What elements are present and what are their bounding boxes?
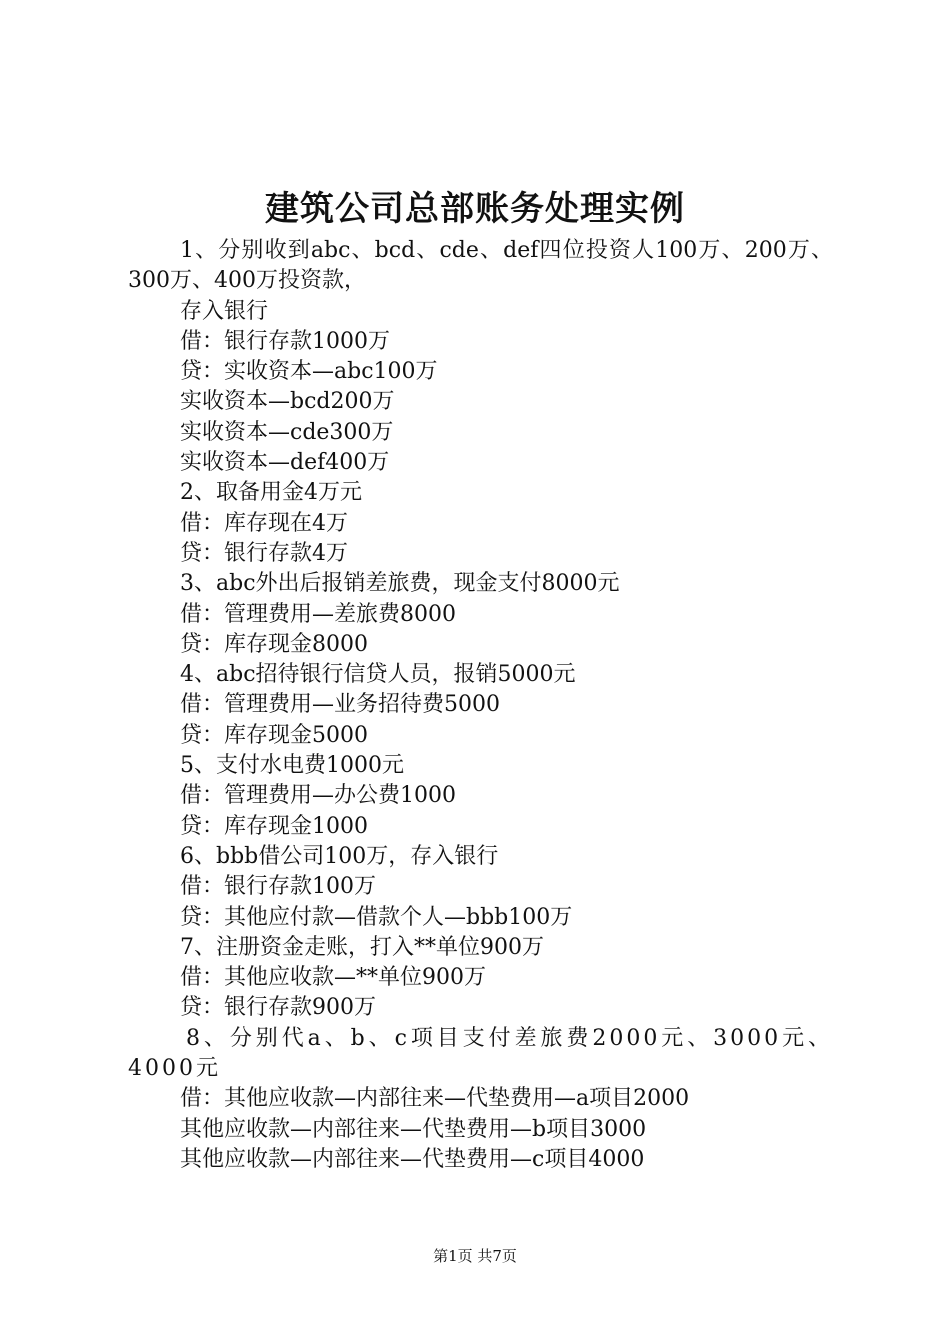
paragraph-line: 贷：库存现金1000 <box>180 813 368 839</box>
paragraph-line: 贷：库存现金8000 <box>180 631 368 657</box>
paragraph-line: 2、取备用金4万元 <box>180 480 362 506</box>
paragraph-line: 借：银行存款100万 <box>180 874 376 900</box>
paragraph-line: 贷：银行存款900万 <box>180 995 376 1021</box>
document-body <box>128 236 833 1175</box>
page-footer: 第1页 共7页 <box>433 1247 517 1265</box>
paragraph-line: 8、分别代a、b、c项目支付差旅费2000元、3000元、4000元 <box>128 1025 833 1082</box>
paragraph-line: 借：管理费用—业务招待费5000 <box>180 692 500 718</box>
paragraph-line: 实收资本—def400万 <box>180 450 390 476</box>
paragraph-line: 实收资本—bcd200万 <box>180 389 395 415</box>
paragraph-line: 其他应收款—内部往来—代垫费用—c项目4000 <box>180 1146 645 1172</box>
paragraph-line: 贷：库存现金5000 <box>180 722 368 748</box>
paragraph-line: 借：管理费用—办公费1000 <box>180 783 456 809</box>
paragraph-line: 借：其他应收款—内部往来—代垫费用—a项目2000 <box>180 1086 690 1112</box>
paragraph-line: 贷：实收资本—abc100万 <box>180 359 438 385</box>
paragraph-line: 1、分别收到abc、bcd、cde、def四位投资人100万、200万、300万、400万投资款， <box>128 238 833 294</box>
page-title: 建筑公司总部账务处理实例 <box>265 189 685 229</box>
paragraph-line: 借：其他应收款—**单位900万 <box>180 965 486 991</box>
paragraph-line: 借：库存现在4万 <box>180 510 348 536</box>
paragraph-line: 贷：银行存款4万 <box>180 540 348 566</box>
paragraph-line: 4、abc招待银行信贷人员，报销5000元 <box>180 662 576 688</box>
paragraph-line: 实收资本—cde300万 <box>180 419 394 445</box>
paragraph-line: 其他应收款—内部往来—代垫费用—b项目3000 <box>180 1116 647 1142</box>
paragraph-line: 贷：其他应付款—借款个人—bbb100万 <box>180 904 573 930</box>
paragraph-line: 借：管理费用—差旅费8000 <box>180 601 456 627</box>
paragraph-line: 7、注册资金走账，打入**单位900万 <box>180 934 544 960</box>
paragraph-line: 借：银行存款1000万 <box>180 328 390 354</box>
paragraph-line: 6、bbb借公司100万，存入银行 <box>180 843 499 869</box>
paragraph-line: 3、abc外出后报销差旅费，现金支付8000元 <box>180 571 620 597</box>
paragraph-line: 5、支付水电费1000元 <box>180 753 404 779</box>
paragraph-line: 存入银行 <box>180 298 269 324</box>
